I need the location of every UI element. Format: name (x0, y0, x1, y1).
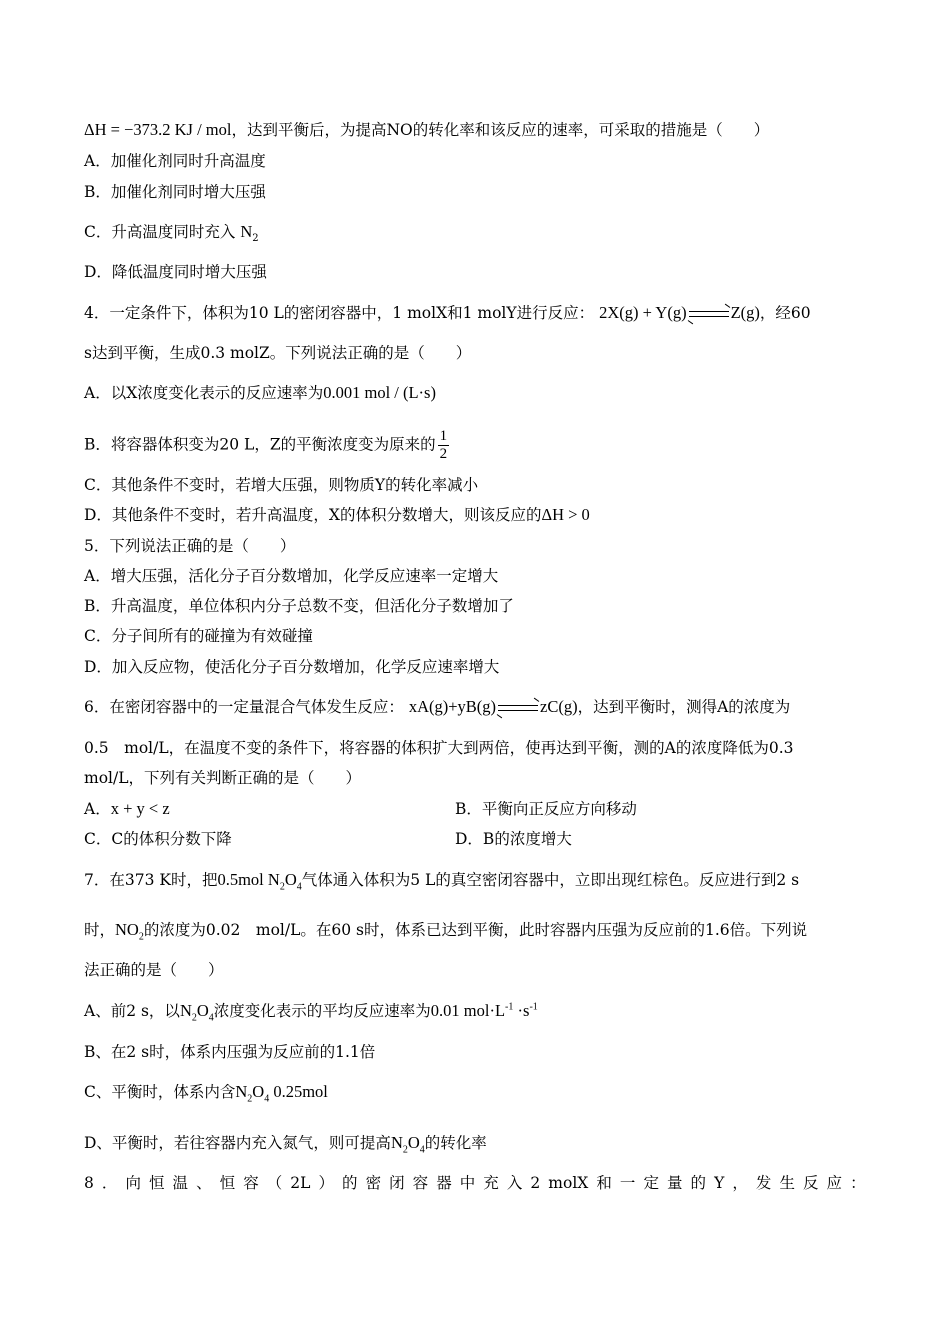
q8-token: 一 (619, 1174, 636, 1192)
q3-stem (84, 120, 769, 140)
q8-token: 容 (243, 1174, 259, 1192)
q7-line2-formula: $NO_2$ (115, 920, 144, 943)
q8-token: 的 (342, 1174, 358, 1192)
q8-token: ， (732, 1174, 748, 1192)
q8-token: 闭 (389, 1174, 405, 1192)
q4-option-a-formula: 0.001 mol / (L·s) (323, 383, 436, 402)
q8-token: ． (101, 1174, 118, 1192)
q8-stem (84, 1173, 866, 1193)
q8-token: 恒 (219, 1174, 236, 1192)
q7-stem-line3: 法正确的是（ ） (84, 961, 224, 979)
q6-option-a-formula: x + y < z (110, 799, 170, 818)
q7-stem-line2 (84, 920, 808, 943)
one-half-fraction: $\frac{1}{2}$ (439, 428, 448, 462)
q6-stem-line2: 0.5 mol/L，在温度不变的条件下，将容器的体积扩大到两倍，使再达到平衡，测的A的浓度降低为0.3 (84, 739, 794, 757)
q8-token: 应 (826, 1174, 843, 1192)
q4-option-d-text: D．其他条件不变时，若升高温度，X的体积分数增大，则该反应的 (84, 506, 542, 524)
q7-option-b: B、在2 s时，体系内压强为反应前的1.1倍 (84, 1043, 376, 1061)
q6-stem-line3: mol/L，下列有关判断正确的是（ ） (84, 769, 362, 787)
q6-stem-start: 6．在密闭容器中的一定量混合气体发生反应： (84, 698, 404, 716)
q3-enthalpy: ΔH = −373.2 KJ / mol (84, 120, 232, 139)
q8-token: 定 (643, 1174, 659, 1192)
q6-stem-tail: ，达到平衡时，测得A的浓度为 (577, 698, 791, 716)
q8-token: molX (548, 1174, 589, 1192)
q6-option-d: D．B的浓度增大 (455, 830, 572, 848)
q3-option-d: D．降低温度同时增大压强 (84, 263, 267, 281)
q5-option-d: D．加入反应物，使活化分子百分数增加，化学反应速率增大 (84, 658, 500, 676)
q7-option-a-n2o4: $N_2O_4$ (179, 1001, 214, 1024)
q5-option-b: B．升高温度，单位体积内分子总数不变，但活化分子数增加了 (84, 597, 514, 615)
q7-option-d: D、平衡时，若往容器内充入氮气，则可提高$N_2O_4$的转化率 (84, 1133, 487, 1156)
q7-stem-line1 (84, 870, 800, 893)
q7-option-a-rate: 0.01 $mol\cdot L^{-1} \cdot s^{-1}$ (430, 1001, 538, 1020)
equilibrium-arrow-icon (689, 307, 729, 321)
q4-stem-tail: ，经60 (759, 304, 811, 322)
q6-option-c: C．C的体积分数下降 (84, 830, 232, 848)
q8-token: 2 (530, 1174, 541, 1192)
q4-stem (84, 303, 866, 323)
q8-token: 的 (690, 1174, 707, 1192)
q8-token: Y (714, 1174, 725, 1192)
q7-line1-end: 气体通入体积为5 L的真空密闭容器中，立即出现红棕色。反应进行到2 s (301, 871, 800, 889)
q8-stem-justified (84, 1173, 866, 1193)
q6-option-a-label: A． (84, 800, 111, 818)
q6-eq-left: xA(g)+yB(g) (408, 697, 497, 716)
q3-option-b: B．加催化剂同时增大压强 (84, 183, 266, 201)
q3-stem-text: ，达到平衡后，为提高NO的转化率和该反应的速率，可采取的措施是（ ） (231, 121, 770, 139)
q7-line2-end: 的浓度为0.02 mol/L。在60 s时，体系已达到平衡，此时容器内压强为反应前的1.6倍。下列说 (143, 921, 808, 939)
q8-token: 、 (196, 1174, 212, 1192)
q3-option-c-text: C．升高温度同时充入 (84, 223, 236, 241)
q3-option-c-formula: N (240, 222, 253, 241)
q8-token: （ (266, 1174, 283, 1192)
q4-option-d-formula: ΔH > 0 (541, 505, 590, 524)
q8-token: 入 (506, 1174, 523, 1192)
q7-line1-formula: 0.5mol $N_2O_4$ (217, 870, 302, 893)
q3-option-c-sub: 2 (252, 233, 259, 245)
q8-token: 充 (483, 1174, 499, 1192)
q7-option-d-n2o4: $N_2O_4$ (390, 1133, 425, 1156)
q8-token: 和 (596, 1174, 612, 1192)
q6-option-b: B．平衡向正反应方向移动 (455, 800, 637, 818)
q8-token: 反 (803, 1174, 819, 1192)
q8-token: 8 (84, 1174, 94, 1192)
q4-eq-right: Z(g) (730, 303, 760, 322)
q4-stem-line2: s达到平衡，生成0.3 molZ。下列说法正确的是（ ） (84, 344, 472, 362)
q8-token: 恒 (149, 1174, 165, 1192)
q7-option-c-n2o4: $N_2O_4$ 0.25mol (235, 1082, 328, 1105)
q8-token: 量 (667, 1174, 683, 1192)
q4-option-c: C．其他条件不变时，若增大压强，则物质Y的转化率减小 (84, 476, 479, 494)
q4-eq-left: 2X(g) + Y(g) (599, 303, 687, 322)
q4-stem-start: 4．一定条件下，体积为10 L的密闭容器中，1 molX和1 molY进行反应： (84, 304, 595, 322)
q3-option-c (84, 222, 259, 245)
q8-token: 容 (412, 1174, 429, 1192)
q6-stem (84, 697, 866, 717)
q8-token: ） (318, 1174, 334, 1192)
q5-option-a: A．增大压强，活化分子百分数增加，化学反应速率一定增大 (84, 567, 499, 585)
q7-option-c: C、平衡时，体系内含$N_2O_4$ 0.25mol (84, 1082, 328, 1105)
q8-token: 发 (755, 1174, 772, 1192)
q4-option-b (84, 428, 449, 463)
q7-line2-start: 时， (84, 921, 116, 939)
q7-option-a: A、前2 s，以$N_2O_4$浓度变化表示的平均反应速率为0.01 $mol\cdot L^{-1} \cdot s^{-1}$ (84, 1001, 538, 1024)
q4-option-a (84, 383, 436, 403)
q6-option-a (84, 799, 170, 819)
q6-eq-right: zC(g) (540, 697, 578, 716)
q8-token: 温 (172, 1174, 189, 1192)
q8-token: ： (850, 1174, 866, 1192)
q8-token: 密 (365, 1174, 382, 1192)
q8-token: 器 (436, 1174, 452, 1192)
q5-option-c: C．分子间所有的碰撞为有效碰撞 (84, 627, 313, 645)
q3-option-a: A．加催化剂同时升高温度 (84, 152, 266, 170)
q8-token: 向 (125, 1174, 141, 1192)
equilibrium-arrow-icon (498, 701, 538, 715)
q5-stem: 5．下列说法正确的是（ ） (84, 537, 296, 555)
q8-token: 中 (459, 1174, 476, 1192)
q4-option-b-text: B．将容器体积变为20 L，Z的平衡浓度变为原来的 (84, 435, 436, 454)
q4-option-a-text: A．以X浓度变化表示的反应速率为 (84, 384, 324, 402)
q8-token: 生 (779, 1174, 795, 1192)
q4-option-d (84, 505, 590, 525)
q8-token: 2L (290, 1174, 311, 1192)
q7-line1-start: 7．在373 K时，把 (84, 871, 218, 889)
